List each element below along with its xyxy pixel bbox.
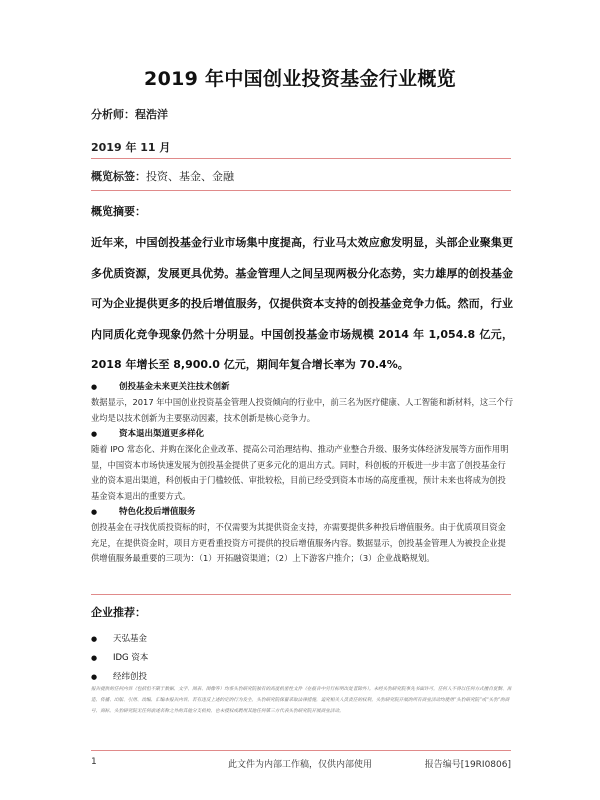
footer-divider: [91, 750, 511, 751]
divider: [91, 158, 511, 159]
bullet-heading: ● 特色化投后增值服务: [91, 505, 513, 520]
bullet-dot-icon: ●: [91, 508, 98, 516]
list-item: ● 天弘基金: [91, 630, 148, 649]
tags-line: [91, 168, 234, 184]
report-date: 2019 年 11 月: [91, 141, 171, 154]
divider: [91, 594, 511, 595]
disclaimer-text: 报告提供的任何内容（包括但不限于数据、文字、图表、图像等）均系头豹研究院独有的高度机密性文件（在报告中另行标明出处者除外）。未经头豹研究院事先书面许可，任何人不得以任何方式擅自复制、再造、传播、出版、引用、改编、汇编本报告内容，若有违反上述约定的行为发生，头豹研究院保留采取法律措施，追究相关人员责任的权利。头豹研究院开展的所有商业活动均使用“头豹研究院”或“头豹”的商号、商标，头豹研究院无任何前述名称之外的其他分支机构，也未授权或聘用其他任何第三方代表头豹研究院开展商业活动。: [91, 687, 512, 714]
report-number: 报告编号[19RI0806]: [424, 760, 511, 770]
bullet-body: 随着 IPO 常态化、并购在深化企业改革、提高公司治理结构、推动产业整合升级、服务实体经济发展等方面作用明显，中国资本市场快速发展为创投基金提供了更多元化的退出方式。同时，科创板的开板进一步丰富了创投基金行业的资本退出渠道，科创板由于门槛较低、审批较松，目前已经受到资本市场的高度重视，预计未来也将成为创投基金资本退出的重要方式。: [91, 444, 509, 501]
tags-label: 概览标签：: [91, 170, 146, 183]
recommend-heading: 企业推荐：: [91, 606, 146, 619]
abstract-heading: 概览摘要：: [91, 205, 146, 218]
bullet-section: [91, 380, 513, 568]
list-item: ● IDG 资本: [91, 649, 148, 668]
page-number: 1: [91, 757, 97, 767]
bullet-dot-icon: ●: [91, 383, 98, 391]
recommend-list: [91, 630, 148, 687]
bullet-heading: ● 资本退出渠道更多样化: [91, 427, 513, 442]
tags-value: 投资、基金、金融: [146, 170, 234, 183]
bullet-body: 创投基金在寻找优质投资标的时，不仅需要为其提供资金支持，亦需要提供多种投后增值服务。由于优质项目资金充足，在提供资金时，项目方更看重投资方可提供的投后增值服务内容。数据显示，创投基金管理人为被投企业提供增值服务最重要的三项为：（1）开拓融资渠道；（2）上下游客户推介；（3）企业战略规划。: [91, 522, 506, 563]
footer-note: 此文件为内部工作稿，仅供内部使用: [227, 760, 372, 770]
analyst-name: 分析师：程浩洋: [91, 108, 168, 121]
list-item: ● 经纬创投: [91, 668, 148, 687]
bullet-dot-icon: ●: [91, 654, 98, 662]
bullet-dot-icon: ●: [91, 635, 98, 643]
bullet-body: 数据显示，2017 年中国创业投资基金管理人投资倾向的行业中，前三名为医疗健康、人工智能和新材料，这三个行业均是以技术创新为主要驱动因素，技术创新是核心竞争力。: [91, 397, 514, 423]
bullet-dot-icon: ●: [91, 430, 98, 438]
bullet-dot-icon: ●: [91, 673, 98, 681]
divider: [91, 190, 511, 191]
bullet-heading: ● 创投基金未来更关注技术创新: [91, 380, 513, 395]
report-title: 2019 年中国创业投资基金行业概览: [144, 68, 456, 90]
abstract-text: 近年来，中国创投基金行业市场集中度提高，行业马太效应愈发明显，头部企业聚集更多优质资源，发展更具优势。基金管理人之间呈现两极分化态势，实力雄厚的创投基金可为企业提供更多的投后增值服务，仅提供资本支持的创投基金竞争力低。然而，行业内同质化竞争现象仍然十分明显。中国创投基金市场规模 2014 年 1,054.8 亿元，2018 年增长至 8,900.0 亿元，期间年复合增长率为 70.4%。: [91, 236, 513, 371]
